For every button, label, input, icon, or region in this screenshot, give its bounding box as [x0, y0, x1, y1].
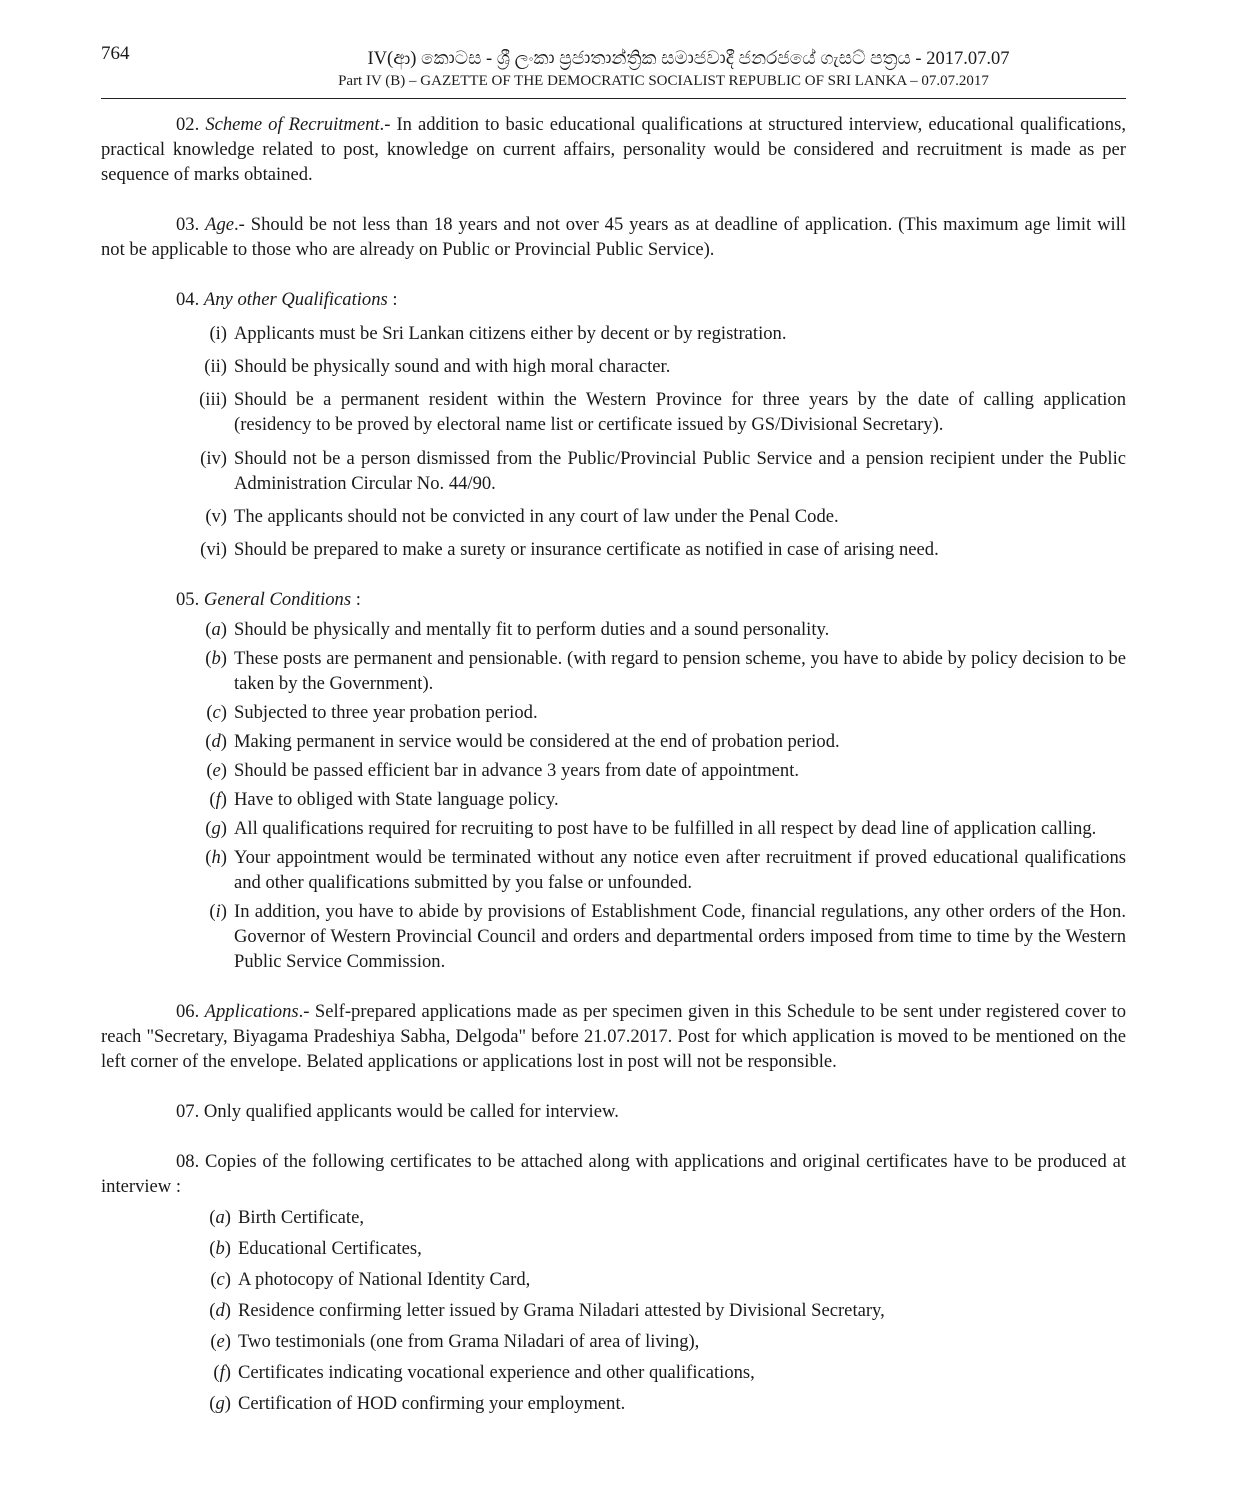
- section-03-title: Age: [205, 214, 235, 235]
- list-item: (a) Birth Certificate,: [209, 1207, 364, 1228]
- section-06: 06. Applications.- Self-prepared applications made as per specimen given in this Schedule to be sent under registered cover to reach "Secretary, Biyagama Pradeshiya Sabha, Delgoda" before 21.07.2017. Post for which application is moved to be mentioned on the left corner of the envelope. Belated applications or applications lost in post will not be responsible.: [101, 1001, 1127, 1072]
- section-02-title: Scheme of Recruitment: [205, 114, 380, 135]
- list-item: (c) A photocopy of National Identity Card,: [210, 1269, 531, 1290]
- list-item: (i) In addition, you have to abide by provisions of Establishment Code, financial regulations, any other orders of the Hon. Governor of Western Provincial Council and orders and departmental orders imposed from time to time by the Western Public Service Commission.: [209, 901, 1126, 972]
- section-04-list: [101, 321, 1126, 562]
- list-item: (e) Should be passed efficient bar in advance 3 years from date of appointment.: [206, 760, 800, 781]
- list-item: (ii) Should be physically sound and with high moral character.: [204, 356, 671, 377]
- section-08: 08. Copies of the following certificates to be attached along with applications and original certificates have to be produced at interview :: [101, 1151, 1126, 1197]
- list-item: (v) The applicants should not be convicted in any court of law under the Penal Code.: [205, 506, 839, 527]
- list-item: (i) Applicants must be Sri Lankan citizens either by decent or by registration.: [209, 323, 787, 344]
- list-item: (g) All qualifications required for recruiting to post have to be fulfilled in all respect by dead line of application calling.: [205, 818, 1097, 839]
- header-line-sinhala: IV(ආ) කොටස - ශ්‍රී ලංකා ප්‍රජාතාන්ත්‍රික සමාජවාදී ජනරජයේ ගැසට් පත්‍රය - 2017.07.07: [367, 49, 1010, 69]
- page-number: 764: [101, 43, 130, 64]
- list-item: (a) Should be physically and mentally fit to perform duties and a sound personality.: [205, 619, 830, 640]
- list-item: (c) Subjected to three year probation period.: [206, 702, 538, 723]
- list-item: (b) Educational Certificates,: [209, 1238, 422, 1259]
- header-line-english: Part IV (B) – GAZETTE OF THE DEMOCRATIC SOCIALIST REPUBLIC OF SRI LANKA – 07.07.2017: [338, 73, 989, 89]
- section-05-list: [101, 617, 1126, 974]
- section-05-heading: 05. General Conditions :: [176, 589, 361, 610]
- list-item: (f) Have to obliged with State language policy.: [209, 789, 559, 810]
- section-06-title: Applications: [204, 1001, 299, 1022]
- list-item: (f) Certificates indicating vocational experience and other qualifications,: [213, 1362, 755, 1383]
- section-07: 07. Only qualified applicants would be called for interview.: [176, 1101, 619, 1122]
- list-item: (vi) Should be prepared to make a surety or insurance certificate as notified in case of arising need.: [200, 539, 939, 560]
- list-item: (h) Your appointment would be terminated without any notice even after recruitment if proved educational qualifications and other qualifications submitted by you false or unfounded.: [205, 847, 1126, 893]
- section-08-list: [101, 1205, 1126, 1416]
- document-body: [101, 112, 1126, 1416]
- section-02: 02. Scheme of Recruitment.- In addition to basic educational qualifications at structured interview, educational qualifications, practical knowledge related to post, knowledge on current affairs, personality would be considered and recruitment is made as per sequence of marks obtained.: [101, 114, 1126, 185]
- gazette-header: [101, 47, 1126, 91]
- section-03: 03. Age.- Should be not less than 18 years and not over 45 years as at deadline of application. (This maximum age limit will not be applicable to those who are already on Public or Provincial Public Service).: [101, 214, 1127, 260]
- list-item: (e) Two testimonials (one from Grama Niladari of area of living),: [210, 1331, 700, 1352]
- list-item: (g) Certification of HOD confirming your employment.: [209, 1393, 626, 1414]
- list-item: (iv) Should not be a person dismissed from the Public/Provincial Public Service and a pension recipient under the Public Administration Circular No. 44/90.: [200, 448, 1126, 494]
- header-rule: [101, 98, 1126, 99]
- list-item: (d) Residence confirming letter issued by Grama Niladari attested by Divisional Secretary,: [209, 1300, 885, 1321]
- list-item: (iii) Should be a permanent resident within the Western Province for three years by the date of calling application (residency to be proved by electoral name list or certificate issued by GS/Divisional Secretary).: [199, 389, 1126, 435]
- list-item: (d) Making permanent in service would be considered at the end of probation period.: [205, 731, 840, 752]
- section-04-heading: 04. Any other Qualifications :: [176, 289, 398, 310]
- list-item: (b) These posts are permanent and pensionable. (with regard to pension scheme, you have to abide by policy decision to be taken by the Government).: [205, 648, 1126, 694]
